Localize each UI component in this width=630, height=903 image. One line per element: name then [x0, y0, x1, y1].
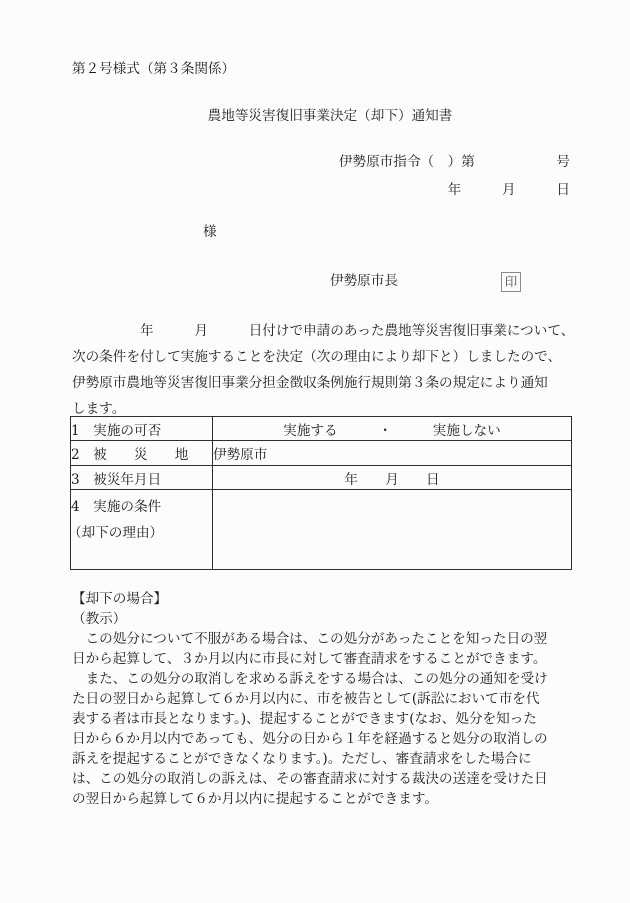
notice-line: 表する者は市長となります。)、提起することができます(なお、処分を知った: [72, 711, 537, 727]
rejection-notice-section: [72, 589, 582, 809]
table-row-implementation: [71, 417, 572, 441]
notice-line: また、この処分の取消しを求める訴えをする場合は、この処分の通知を受け: [72, 671, 548, 687]
notice-line: の翌日から起算して６か月以内に提起することができます。: [72, 791, 438, 807]
row-label: 2 被 災 地: [71, 441, 213, 466]
row-value: 年 月 日: [213, 466, 572, 490]
row-label: 3 被災年月日: [71, 466, 213, 490]
sender-title: 伊勢原市長: [330, 273, 398, 289]
notice-line: この処分について不服がある場合は、この処分があったことを知った日の翌: [72, 631, 548, 647]
seal-stamp: 印: [501, 272, 521, 292]
row-value: [213, 490, 572, 570]
body-line: 年 月 日付けで申請のあった農地等災害復旧事業について、: [72, 323, 575, 339]
notice-heading: 【却下の場合】: [72, 591, 168, 607]
table-row-disaster-area: [71, 441, 572, 466]
table-row-conditions: [71, 490, 572, 570]
notice-line: た日の翌日から起算して６か月以内に、市を被告として(訴訟において市を代: [72, 691, 540, 707]
table-row-disaster-date: [71, 466, 572, 490]
issue-date-line: 年 月 日: [447, 182, 570, 198]
body-line: 伊勢原市農地等災害復旧事業分担金徴収条例施行規則第３条の規定により通知: [72, 375, 548, 391]
row-value: 伊勢原市: [213, 441, 572, 466]
row-label: 1 実施の可否: [71, 417, 213, 441]
notice-line: は、この処分の取消しの訴えは、その審査請求に対する裁決の送達を受けた日: [72, 771, 548, 787]
notice-line: 日から起算して、３か月以内に市長に対して審査請求をすることができます。: [72, 651, 547, 667]
body-paragraph: [72, 318, 582, 422]
form-number: 第２号様式（第３条関係）: [72, 61, 236, 77]
document-title: 農地等災害復旧事業決定（却下）通知書: [207, 108, 453, 124]
row-label-line: （却下の理由）: [68, 525, 164, 541]
notice-line: 訴えを提起することができなくなります。)。ただし、審査請求をした場合に: [72, 751, 532, 767]
row-label-line: 4 実施の条件: [71, 499, 162, 515]
notice-subheading: （教示）: [72, 611, 127, 627]
body-line: します。: [72, 401, 126, 417]
decision-table: [70, 416, 572, 570]
row-value: 実施する ・ 実施しない: [213, 417, 572, 441]
notice-line: 日から６か月以内であっても、処分の日から１年を経過すると処分の取消しの: [72, 731, 548, 747]
reference-number-line: 伊勢原市指令（ ）第 号: [338, 154, 570, 170]
body-line: 次の条件を付して実施することを決定（次の理由により却下と）しましたので、: [72, 349, 562, 365]
row-label: [68, 490, 213, 570]
addressee-honorific: 様: [203, 224, 217, 240]
